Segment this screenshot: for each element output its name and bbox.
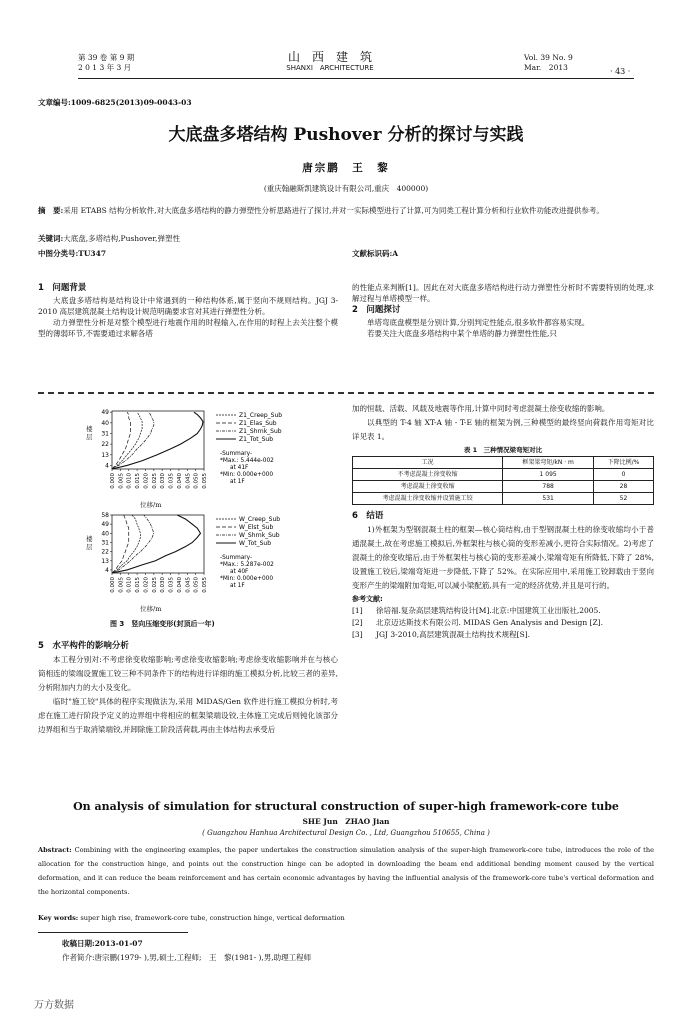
table-row: 考虑混凝土徐变收缩 788 28 [353, 481, 654, 493]
summary-text: -Summary- [220, 555, 253, 561]
table-caption: 表 1 三种情况梁弯矩对比 [463, 446, 543, 454]
x-tick-label: 0.035 [168, 577, 175, 593]
x-tick-label: 0.010 [126, 577, 133, 593]
figure-xlabel-bottom: 位移/m [140, 605, 162, 613]
article-number: 文章编号:1009-6825(2013)09-0043-03 [38, 98, 192, 107]
x-tick-label: 0.045 [185, 577, 192, 593]
x-tick-label: 0.055 [202, 473, 208, 489]
header-rule [78, 78, 634, 79]
table-header-cell: 下降比例/% [593, 457, 653, 469]
section-1: 1 问题背景 大底盘多塔结构是结构设计中常遇到的一种结构体系,属于竖向不规则结构。JGJ 3-2010 高层建筑混凝土结构设计规范明确要求官对其进行弹塑性分析。 动力弹塑性分析是对整个模型进行地震作用的时程输入,在作用的时程上去关注整个模型的薄弱环节,不需要通过求解各塔 [38, 283, 338, 338]
x-tick-label: 0.020 [143, 577, 150, 593]
figure-xlabel-top: 位移/m [140, 501, 162, 509]
x-tick-label: 0.040 [176, 577, 183, 593]
legend-entry: W_Shrnk_Sub [239, 532, 280, 539]
keywords-cn: 关键词:大底盘,多塔结构,Pushover,弹塑性 [38, 234, 180, 243]
header-volume-en: Vol. 39 No. 9 Mar. 2013 [524, 53, 573, 72]
y-tick-label: 40 [101, 419, 109, 427]
series-line-z1-creep-sub [112, 412, 142, 469]
x-tick-label: 0.030 [160, 473, 167, 489]
section-6-title: 6 结语 [352, 511, 384, 521]
y-tick-label: 49 [101, 409, 109, 417]
table-header-cell: 工况 [353, 457, 503, 469]
author-bio: 作者简介:唐宗鹏(1979- ),男,硕士,工程师; 王 黎(1981- ),男,助理工程师 [62, 953, 312, 962]
y-tick-label: 22 [101, 548, 109, 556]
series-line-w-tot-sub [112, 515, 200, 573]
x-tick-label: 0.040 [176, 473, 183, 489]
legend-entry: Z1_Elas_Sub [239, 420, 277, 427]
table-header-row [353, 457, 654, 469]
y-tick-label: 13 [101, 557, 109, 565]
page-number: · 43 · [610, 67, 631, 76]
reference-item: [1] 徐培福.复杂高层建筑结构设计[M].北京:中国建筑工业出版社,2005. [352, 606, 601, 615]
reference-item: [2] 北京迈达斯技术有限公司. MIDAS Gen Analysis and Design [Z]. [352, 618, 603, 627]
figure-caption: 图 3 竖向压缩变形(封顶后一年) [110, 620, 215, 628]
x-tick-label: 0.000 [110, 577, 116, 593]
x-tick-label: 0.055 [202, 577, 208, 593]
x-tick-label: 0.050 [193, 577, 200, 593]
summary-text: *Max.: 5.444e-002 [220, 458, 274, 464]
y-tick-label: 31 [101, 430, 109, 438]
summary-text: at 41F [230, 465, 249, 471]
table-header-cell: 框架梁弯矩/kN · m [503, 457, 594, 469]
affiliation: (重庆翰融斯凯建筑设计有限公司,重庆 400000) [263, 184, 429, 193]
x-tick-label: 0.030 [160, 577, 167, 593]
x-tick-label: 0.015 [135, 473, 142, 489]
chart-top [80, 405, 338, 511]
legend-entry: W_Creep_Sub [239, 516, 281, 523]
watermark: 万方数据 [34, 1000, 74, 1011]
legend-entry: W_Tot_Sub [239, 540, 272, 547]
summary-text: *Min: 0.000e+000 [220, 472, 274, 478]
summary-text: *Min: 0.000e+000 [220, 576, 274, 582]
y-tick-label: 31 [101, 539, 109, 547]
table-row: 不考虑混凝土徐变收缩 1 095 0 [353, 469, 654, 481]
right-column: 加的恒载、活载、风载及地震等作用,计算中同时考虑混凝土徐变收缩的影响。 以典型的 T-4 轴 XT-A 轴 - T-E 轴的框架为例,三种模型的最终竖向荷载作用弯矩对比详见表 1。 表 1 三种情况梁弯矩对比 工况 框架梁弯矩/kN · m 下降比例/% 不考虑混凝土徐变收缩 1 095 0 考虑混凝土徐变收缩 788 28 考虑混凝土徐变收缩并设置施工铰 531 52 6 结语 1)外框架为型钢混凝土柱的框架—核心筒结构,由于型钢混凝土柱的徐变收缩均小于普通混凝土,故在考虑施工模拟后,外框架柱与核心筒的变形差减小,更符合实际情况。2)考虑了混凝土的徐变收缩后,由于外框架柱与核心筒的变形差减小,梁端弯矩有所降低,下降了 28%,设置施工铰后,梁端弯矩进一步降低,下降了 52%。在实际应用中,采用施工铰卸载由于竖向变形产生的梁端附加弯矩,可以减小梁配筋,具有一定的经济优势,并且是可行的。 参考文献: [1] 徐培福.复杂高层建筑结构设计[M].北京:中国建筑工业出版社,2005. [2] 北京迈达斯技术有限公司. MIDAS Gen Analysis and Design [Z]. [3] JGJ 3-2010,高层建筑混凝土结构技术规程[S]. [352, 404, 654, 639]
english-authors: SHE Jun ZHAO Jian [302, 817, 390, 826]
x-tick-label: 0.000 [110, 473, 116, 489]
legend-entry: Z1_Shrnk_Sub [239, 428, 282, 435]
header-journal: 山 西 建 筑 SHANXI ARCHITECTURE [286, 50, 374, 72]
y-tick-label: 22 [101, 441, 109, 449]
figure-ylabel-top: 楼层 [86, 425, 93, 441]
x-tick-label: 0.005 [118, 577, 125, 593]
y-tick-label: 49 [101, 521, 109, 529]
legend-entry: Z1_Creep_Sub [239, 412, 283, 419]
x-tick-label: 0.010 [126, 473, 133, 489]
authors: 唐宗鹏 王 黎 [302, 162, 390, 174]
x-tick-label: 0.025 [151, 473, 158, 489]
page-break-separator [38, 392, 654, 394]
y-tick-label: 58 [101, 512, 109, 519]
legend-entry: Z1_Tot_Sub [239, 436, 274, 443]
x-tick-label: 0.045 [185, 473, 192, 489]
y-tick-label: 13 [101, 451, 109, 459]
chart-bottom [80, 509, 338, 615]
summary-text: *Max.: 5.287e-002 [220, 562, 274, 568]
abstract-cn: 摘 要:采用 ETABS 结构分析软件,对大底盘多塔结构的静力弹塑性分析思路进行了探讨,并对一实际模型进行了计算,可为同类工程计算分析和行业软件功能改进提供参考。 [38, 206, 604, 215]
y-tick-label: 4 [105, 462, 109, 470]
x-tick-label: 0.015 [135, 577, 142, 593]
summary-text: at 40F [230, 569, 249, 575]
section-1-title: 1 问题背景 [38, 283, 87, 293]
x-tick-label: 0.005 [118, 473, 125, 489]
moment-table [352, 456, 654, 505]
english-keywords: Key words: super high rise, framework-core tube, construction hinge, vertical deformation [38, 914, 345, 922]
summary-text: at 1F [230, 583, 245, 589]
doc-code: 文献标识码:A [352, 249, 399, 258]
received-date: 收稿日期:2013-01-07 [62, 939, 143, 948]
section-5-title: 5 水平构件的影响分析 [38, 641, 129, 651]
series-line-z1-elas-sub [112, 412, 130, 469]
english-title: On analysis of simulation for structural construction of super-high framework-core tube [73, 800, 619, 813]
section-2: 的性能点来判断[1]。因此在对大底盘多塔结构进行动力弹塑性分析时不需要特别的处理,求解过程与单塔模型一样。 2 问题探讨 单塔弯底盘模型是分别计算,分别判定性能点,很多软件都容易实现。 若要关注大底盘多塔结构中某个单塔的静力弹塑性性能,只 [352, 283, 654, 338]
summary-text: at 1F [230, 479, 245, 485]
clc-number: 中图分类号:TU347 [38, 249, 107, 258]
figure-3 [80, 405, 338, 637]
x-tick-label: 0.050 [193, 473, 200, 489]
reference-item: [3] JGJ 3-2010,高层建筑混凝土结构技术规程[S]. [352, 630, 531, 639]
footnote-rule [38, 932, 188, 933]
x-tick-label: 0.025 [151, 577, 158, 593]
x-tick-label: 0.035 [168, 473, 175, 489]
english-abstract: Abstract: Combining with the engineering examples, the paper undertakes the construction simulation analysis of the super-high framework-core tube, introduces the role of the allocation for the construction hinge, and points out the construction hinge can be adopted in downloading the beam end additional bending moment caused by the vertical deformation, and it can reduce the beam reinforcement and has certain economic advantages by having the influential analysis of the framework-core tube's vertical deformation and the horizontal components. [38, 846, 654, 896]
y-tick-label: 40 [101, 530, 109, 538]
summary-text: -Summary- [220, 451, 253, 457]
series-line-w-shrnk-sub [112, 515, 154, 573]
english-affiliation: ( Guangzhou Hanhua Architectural Design Co. , Ltd, Guangzhou 510655, China ) [202, 829, 490, 837]
references-title: 参考文献: [352, 595, 383, 603]
y-tick-label: 4 [105, 566, 109, 574]
section-5: 5 水平构件的影响分析 本工程分别对:不考虑徐变收缩影响;考虑徐变收缩影响;考虑徐变收缩影响并在与核心筒相连的梁端设置施工铰三种不同条件下的结构进行详细的施工模拟分析,比较三者的差异,分析附加内力的大小及变化。 临时"施工铰"具体的程序实现做法为,采用 MIDAS/Gen 软件进行施工模拟分析时,考虑在施工进行阶段予定义的边界组中将相应的框架梁端设铰,主体施工完成后则钝化该部分边界组和当于取消梁端铰,并卸除施工阶段活荷载,再由主体结构去承受后 [38, 641, 338, 734]
table-row: 考虑混凝土徐变收缩并设置施工铰 531 52 [353, 493, 654, 505]
section-2-title: 2 问题探讨 [352, 305, 401, 315]
legend-entry: W_Elst_Sub [239, 524, 274, 531]
x-tick-label: 0.020 [143, 473, 150, 489]
page-title: 大底盘多塔结构 Pushover 分析的探讨与实践 [168, 125, 524, 145]
series-line-z1-shrnk-sub [112, 412, 154, 469]
figure-ylabel-bottom: 楼层 [86, 535, 93, 551]
header-volume-cn: 第 39 卷 第 9 期 2 0 1 3 年 3 月 [78, 53, 135, 72]
